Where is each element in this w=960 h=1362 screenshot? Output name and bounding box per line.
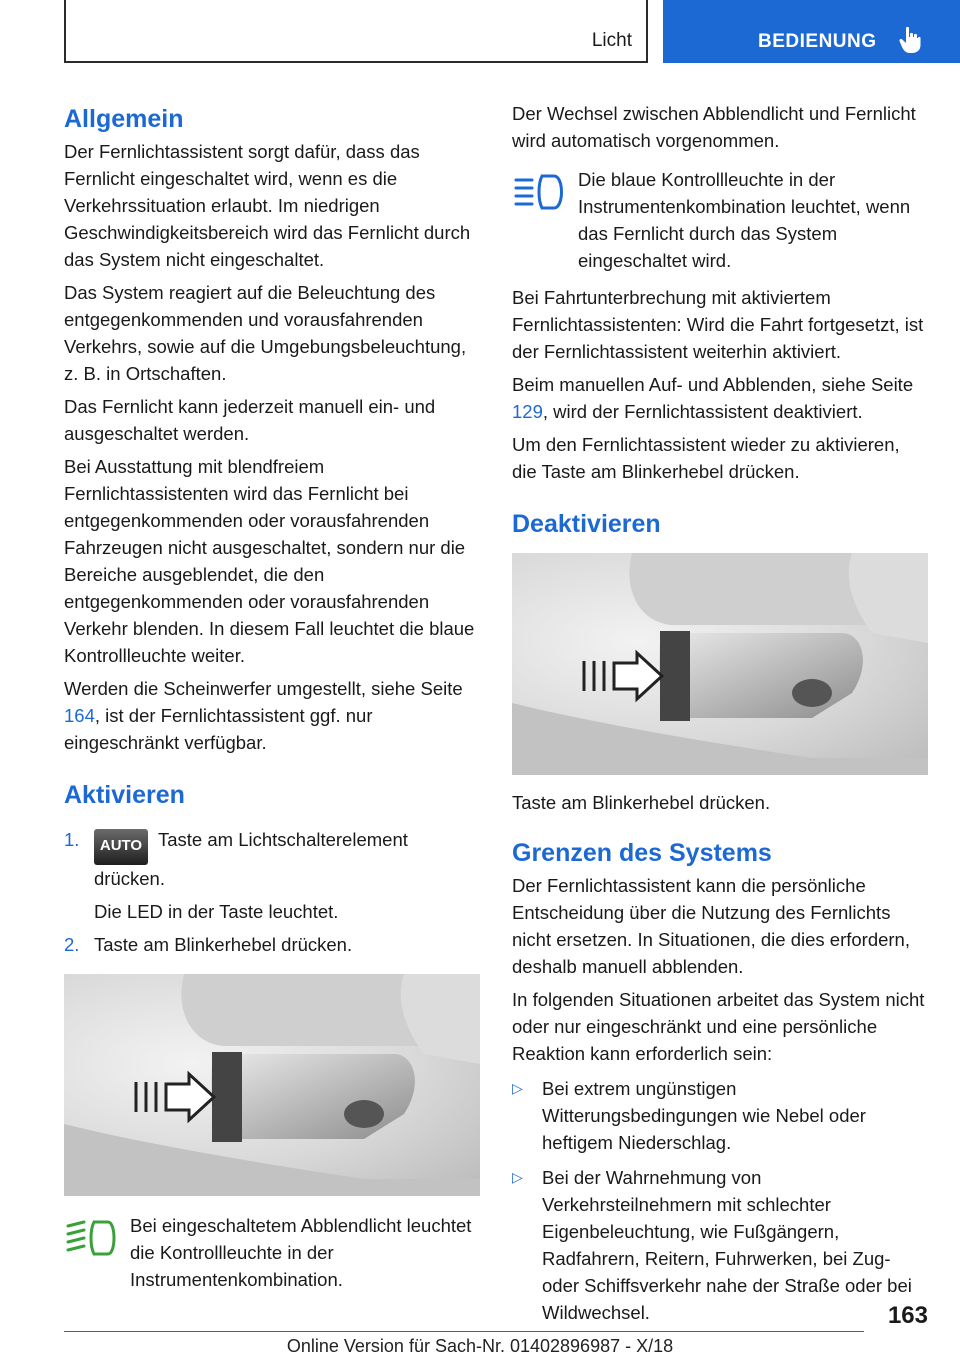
triangle-bullet-icon: ▷ — [512, 1169, 523, 1185]
low-beam-note — [64, 1212, 480, 1293]
paragraph: Bei Ausstattung mit blendfreiem Fernlichtassistenten wird das Fernlicht bei entgegenkommenden oder vorausfahrenden Fahrzeugen nicht ausgeschaltet, sondern nur die Bereiche ausgeblendet, die den entgegenkommenden oder vorausfahrenden Verkehr blenden. In diesem Fall leuchtet die blaue Kontrollleuchte weiter. — [64, 456, 475, 666]
step-item: 2. Taste am Blinkerhebel drücken. — [64, 931, 480, 958]
section-title: Licht — [591, 30, 632, 51]
heading-aktivieren: Aktivieren — [64, 781, 185, 809]
footer-divider — [64, 1331, 864, 1332]
heading-deaktivieren: Deaktivieren — [512, 510, 661, 538]
hand-pointer-icon — [899, 26, 921, 59]
header-tab[interactable] — [663, 0, 960, 63]
header-section-box — [64, 0, 648, 63]
step-number: 1. — [64, 829, 80, 850]
bullet-list — [512, 1075, 928, 1326]
left-column — [64, 100, 480, 1293]
paragraph: Um den Fernlichtassistent wieder zu aktivieren, die Taste am Blinkerhebel drücken. — [512, 434, 900, 482]
paragraph: Das System reagiert auf die Beleuchtung des entgegenkommenden und vorausfahrenden Verkehrs, sowie auf die Umgebungsbeleuchtung, z. B. in Ortschaften. — [64, 282, 467, 384]
paragraph-with-link: Werden die Scheinwerfer umgestellt, siehe Seite 164, ist der Fernlichtassistent ggf. nur eingeschränkt verfügbar. — [64, 678, 463, 753]
step-item: 1. AUTO Taste am Lichtschalterelement drücken. Die LED in der Taste leuchtet. — [64, 826, 480, 925]
steps-list — [64, 826, 480, 958]
page-number: 163 — [887, 1302, 928, 1329]
paragraph-with-link: Beim manuellen Auf- und Abblenden, siehe Seite 129, wird der Fernlichtassistent deaktiviert. — [512, 374, 914, 422]
step-number: 2. — [64, 934, 80, 955]
paragraph: Bei Fahrtunterbrechung mit aktiviertem Fernlichtassistenten: Wird die Fahrt fortgesetzt, ist der Fernlichtassistent weiterhin aktiviert. — [512, 287, 924, 362]
turn-signal-lever-photo — [512, 553, 928, 775]
low-beam-indicator-icon — [64, 1218, 118, 1265]
note-text: Bei eingeschaltetem Abblendlicht leuchtet die Kontrollleuchte in der Instrumentenkombination. — [130, 1215, 472, 1290]
high-beam-indicator-icon — [512, 172, 566, 219]
paragraph: In folgenden Situationen arbeitet das System nicht oder nur eingeschränkt und eine persönliche Reaktion kann erforderlich sein: — [512, 989, 925, 1064]
page-link-164[interactable]: 164 — [64, 705, 95, 726]
turn-signal-lever-photo — [64, 974, 480, 1196]
heading-allgemein: Allgemein — [64, 105, 184, 133]
page-link-129[interactable]: 129 — [512, 401, 543, 422]
right-column — [512, 100, 928, 1326]
paragraph: Der Fernlichtassistent kann die persönliche Entscheidung über die Nutzung des Fernlichts nicht ersetzen. In Situationen, die dies erfordern, deshalb manuell abblenden. — [512, 875, 910, 977]
photo-caption: Taste am Blinkerhebel drücken. — [512, 792, 771, 813]
list-item: ▷ Bei extrem ungünstigen Witterungsbedingungen wie Nebel oder heftigem Niederschlag. — [512, 1075, 928, 1156]
paragraph: Das Fernlicht kann jederzeit manuell ein- und ausgeschaltet werden. — [64, 396, 436, 444]
note-text: Die blaue Kontrollleuchte in der Instrumentenkombination leuchtet, wenn das Fernlicht durch das System eingeschaltet wird. — [578, 169, 911, 271]
header-tab-label: BEDIENUNG — [758, 31, 877, 52]
list-item: ▷ Bei der Wahrnehmung von Verkehrsteilnehmern mit schlechter Eigenbeleuchtung, wie Fußgängern, Radfahrern, Reitern, Fuhrwerken, bei Zug- oder Schiffsverkehr nahe der Straße oder bei Wildwechsel. — [512, 1164, 928, 1326]
high-beam-note — [512, 166, 928, 274]
paragraph: Der Wechsel zwischen Abblendlicht und Fernlicht wird automatisch vorgenommen. — [512, 103, 916, 151]
auto-button-icon: AUTO — [94, 829, 148, 865]
heading-grenzen: Grenzen des Systems — [512, 839, 772, 867]
footer-online-version: Online Version für Sach-Nr. 01402896987 - X/18 — [286, 1336, 674, 1356]
paragraph: Der Fernlichtassistent sorgt dafür, dass das Fernlicht eingeschaltet wird, wenn es die Verkehrssituation erlaubt. Im niedrigen Geschwindigkeitsbereich wird das Fernlicht durch das System nicht eingeschaltet. — [64, 141, 471, 270]
triangle-bullet-icon: ▷ — [512, 1080, 523, 1096]
step-subtext: Die LED in der Taste leuchtet. — [94, 901, 339, 922]
